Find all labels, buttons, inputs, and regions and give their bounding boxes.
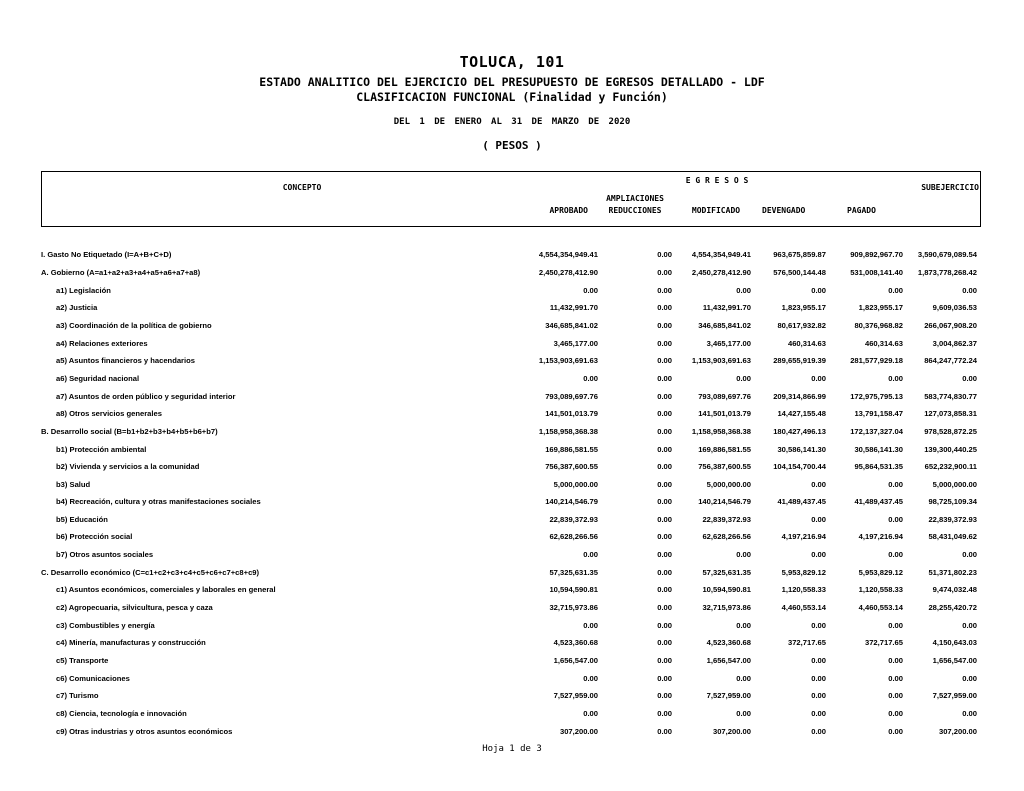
cell-modificado: 62,628,266.56 (702, 532, 751, 541)
cell-modificado: 11,432,991.70 (702, 303, 751, 312)
cell-ampliaciones-reducciones: 0.00 (657, 709, 672, 718)
cell-modificado: 57,325,631.35 (702, 568, 751, 577)
cell-devengado: 0.00 (811, 374, 826, 383)
row-concept: c7) Turismo (56, 691, 99, 700)
cell-aprobado: 140,214,546.79 (545, 497, 598, 506)
cell-devengado: 4,197,216.94 (781, 532, 826, 541)
cell-subejercicio: 7,527,959.00 (932, 691, 977, 700)
table-row (0, 460, 1024, 474)
cell-modificado: 140,214,546.79 (698, 497, 751, 506)
cell-ampliaciones-reducciones: 0.00 (657, 603, 672, 612)
cell-devengado: 963,675,859.87 (773, 250, 826, 259)
table-row (0, 689, 1024, 703)
cell-pagado: 0.00 (888, 727, 903, 736)
table-row (0, 284, 1024, 298)
report-title: TOLUCA, 101 (459, 53, 565, 71)
cell-ampliaciones-reducciones: 0.00 (657, 267, 672, 277)
row-concept: a4) Relaciones exteriores (56, 339, 148, 348)
row-concept: a5) Asuntos financieros y hacendarios (56, 356, 195, 365)
page-footer: Hoja 1 de 3 (482, 744, 542, 754)
cell-aprobado: 307,200.00 (559, 727, 598, 736)
cell-pagado: 4,197,216.94 (858, 532, 903, 541)
cell-devengado: 0.00 (811, 479, 826, 489)
cell-pagado: 172,137,327.04 (850, 427, 903, 436)
cell-devengado: 0.00 (811, 674, 826, 683)
cell-aprobado: 346,685,841.02 (545, 321, 598, 330)
col-modificado: MODIFICADO (691, 206, 741, 215)
cell-aprobado: 0.00 (583, 285, 598, 295)
table-row (0, 425, 1024, 439)
cell-subejercicio: 51,371,802.23 (928, 568, 977, 577)
cell-subejercicio: 9,609,036.53 (932, 303, 977, 312)
cell-pagado: 80,376,968.82 (854, 321, 903, 330)
cell-subejercicio: 266,067,908.20 (924, 321, 977, 330)
cell-ampliaciones-reducciones: 0.00 (657, 674, 672, 683)
cell-modificado: 5,000,000.00 (706, 479, 751, 489)
cell-pagado: 460,314.63 (864, 339, 903, 348)
row-concept: a1) Legislación (56, 285, 111, 295)
cell-pagado: 0.00 (888, 656, 903, 665)
cell-devengado: 5,953,829.12 (781, 568, 826, 577)
cell-aprobado: 1,656,547.00 (553, 656, 598, 665)
cell-pagado: 4,460,553.14 (858, 603, 903, 612)
cell-ampliaciones-reducciones: 0.00 (657, 585, 672, 594)
cell-devengado: 460,314.63 (787, 339, 826, 348)
cell-subejercicio: 98,725,109.34 (928, 497, 977, 506)
cell-pagado: 531,008,141.40 (850, 267, 903, 277)
cell-modificado: 2,450,278,412.90 (691, 267, 751, 277)
row-concept: b4) Recreación, cultura y otras manifestaciones sociales (56, 497, 261, 506)
cell-aprobado: 0.00 (583, 709, 598, 718)
row-concept: a7) Asuntos de orden público y seguridad interior (56, 392, 236, 401)
cell-aprobado: 1,158,958,368.38 (538, 427, 598, 436)
report-units: ( PESOS ) (482, 139, 542, 152)
cell-devengado: 0.00 (811, 285, 826, 295)
cell-subejercicio: 9,474,032.48 (932, 585, 977, 594)
cell-pagado: 0.00 (888, 515, 903, 524)
cell-ampliaciones-reducciones: 0.00 (657, 303, 672, 312)
row-concept: a3) Coordinación de la política de gobierno (56, 321, 212, 330)
cell-modificado: 1,656,547.00 (706, 656, 751, 665)
cell-subejercicio: 0.00 (962, 709, 977, 718)
cell-devengado: 1,823,955.17 (781, 303, 826, 312)
col-egresos: E G R E S O S (685, 176, 749, 185)
cell-aprobado: 0.00 (583, 674, 598, 683)
col-subejercicio: SUBEJERCICIO (921, 183, 979, 192)
cell-devengado: 4,460,553.14 (781, 603, 826, 612)
cell-devengado: 14,427,155.48 (777, 409, 826, 418)
cell-devengado: 104,154,700.44 (773, 462, 826, 471)
cell-subejercicio: 3,590,679,089.54 (917, 250, 977, 259)
cell-subejercicio: 58,431,049.62 (928, 532, 977, 541)
cell-ampliaciones-reducciones: 0.00 (657, 515, 672, 524)
cell-subejercicio: 652,232,900.11 (924, 462, 977, 471)
cell-pagado: 0.00 (888, 285, 903, 295)
cell-pagado: 0.00 (888, 709, 903, 718)
table-row (0, 636, 1024, 650)
cell-devengado: 80,617,932.82 (777, 321, 826, 330)
table-row (0, 478, 1024, 492)
cell-ampliaciones-reducciones: 0.00 (657, 374, 672, 383)
cell-ampliaciones-reducciones: 0.00 (657, 621, 672, 630)
cell-subejercicio: 1,656,547.00 (932, 656, 977, 665)
cell-aprobado: 3,465,177.00 (553, 339, 598, 348)
row-concept: b3) Salud (56, 479, 91, 489)
cell-subejercicio: 978,528,872.25 (924, 427, 977, 436)
cell-aprobado: 22,839,372.93 (549, 515, 598, 524)
table-row (0, 654, 1024, 668)
table-row (0, 354, 1024, 368)
table-row (0, 301, 1024, 315)
table-row (0, 513, 1024, 527)
cell-modificado: 10,594,590.81 (702, 585, 751, 594)
cell-ampliaciones-reducciones: 0.00 (657, 409, 672, 418)
cell-ampliaciones-reducciones: 0.00 (657, 285, 672, 295)
cell-ampliaciones-reducciones: 0.00 (657, 339, 672, 348)
report-period: DEL 1 DE ENERO AL 31 DE MARZO DE 2020 (393, 117, 631, 127)
cell-ampliaciones-reducciones: 0.00 (657, 568, 672, 577)
table-row (0, 266, 1024, 280)
cell-aprobado: 7,527,959.00 (553, 691, 598, 700)
cell-subejercicio: 3,004,862.37 (932, 339, 977, 348)
cell-ampliaciones-reducciones: 0.00 (657, 392, 672, 401)
cell-aprobado: 4,523,360.68 (553, 638, 598, 647)
table-row (0, 390, 1024, 404)
cell-modificado: 169,886,581.55 (698, 444, 751, 454)
cell-ampliaciones-reducciones: 0.00 (657, 462, 672, 471)
cell-modificado: 0.00 (736, 709, 751, 718)
cell-aprobado: 756,387,600.55 (545, 462, 598, 471)
cell-ampliaciones-reducciones: 0.00 (657, 497, 672, 506)
cell-ampliaciones-reducciones: 0.00 (657, 444, 672, 454)
cell-devengado: 576,500,144.48 (773, 267, 826, 277)
cell-modificado: 307,200.00 (712, 727, 751, 736)
cell-ampliaciones-reducciones: 0.00 (657, 727, 672, 736)
cell-ampliaciones-reducciones: 0.00 (657, 356, 672, 365)
col-ampliaciones: AMPLIACIONES (606, 194, 664, 203)
cell-pagado: 0.00 (888, 479, 903, 489)
row-concept: b2) Vivienda y servicios a la comunidad (56, 462, 200, 471)
cell-modificado: 0.00 (736, 674, 751, 683)
cell-devengado: 0.00 (811, 656, 826, 665)
cell-modificado: 0.00 (736, 285, 751, 295)
row-concept: c8) Ciencia, tecnología e innovación (56, 709, 187, 718)
cell-pagado: 0.00 (888, 550, 903, 559)
cell-pagado: 1,120,558.33 (858, 585, 903, 594)
cell-ampliaciones-reducciones: 0.00 (657, 479, 672, 489)
cell-aprobado: 1,153,903,691.63 (538, 356, 598, 365)
cell-devengado: 0.00 (811, 621, 826, 630)
row-concept: b6) Protección social (56, 532, 133, 541)
cell-devengado: 0.00 (811, 691, 826, 700)
row-concept: c1) Asuntos económicos, comerciales y laborales en general (56, 585, 276, 594)
cell-devengado: 0.00 (811, 515, 826, 524)
cell-subejercicio: 28,255,420.72 (928, 603, 977, 612)
cell-modificado: 22,839,372.93 (702, 515, 751, 524)
cell-modificado: 0.00 (736, 621, 751, 630)
table-row (0, 443, 1024, 457)
table-row (0, 495, 1024, 509)
cell-modificado: 0.00 (736, 550, 751, 559)
cell-aprobado: 2,450,278,412.90 (538, 267, 598, 277)
row-concept: a2) Justicia (56, 303, 98, 312)
table-row (0, 619, 1024, 633)
cell-subejercicio: 583,774,830.77 (924, 392, 977, 401)
cell-aprobado: 32,715,973.86 (549, 603, 598, 612)
col-concepto: CONCEPTO (282, 183, 322, 192)
row-concept: a8) Otros servicios generales (56, 409, 162, 418)
cell-subejercicio: 139,300,440.25 (924, 444, 977, 454)
table-row (0, 530, 1024, 544)
cell-ampliaciones-reducciones: 0.00 (657, 427, 672, 436)
cell-devengado: 180,427,496.13 (773, 427, 826, 436)
cell-devengado: 41,489,437.45 (777, 497, 826, 506)
row-concept: c6) Comunicaciones (56, 674, 130, 683)
cell-aprobado: 0.00 (583, 374, 598, 383)
cell-devengado: 1,120,558.33 (781, 585, 826, 594)
cell-pagado: 1,823,955.17 (858, 303, 903, 312)
cell-aprobado: 5,000,000.00 (553, 479, 598, 489)
cell-subejercicio: 0.00 (962, 621, 977, 630)
cell-devengado: 0.00 (811, 727, 826, 736)
cell-subejercicio: 0.00 (962, 550, 977, 559)
cell-modificado: 32,715,973.86 (702, 603, 751, 612)
col-aprobado: APROBADO (549, 206, 588, 215)
cell-aprobado: 0.00 (583, 550, 598, 559)
row-concept: A. Gobierno (A=a1+a2+a3+a4+a5+a6+a7+a8) (41, 267, 201, 277)
table-row (0, 319, 1024, 333)
cell-devengado: 289,655,919.39 (773, 356, 826, 365)
cell-subejercicio: 864,247,772.24 (924, 356, 977, 365)
cell-subejercicio: 307,200.00 (938, 727, 977, 736)
cell-ampliaciones-reducciones: 0.00 (657, 532, 672, 541)
cell-modificado: 4,554,354,949.41 (691, 250, 751, 259)
table-row (0, 583, 1024, 597)
table-row (0, 725, 1024, 739)
cell-pagado: 0.00 (888, 674, 903, 683)
row-concept: c4) Minería, manufacturas y construcción (56, 638, 206, 647)
cell-modificado: 346,685,841.02 (698, 321, 751, 330)
cell-aprobado: 169,886,581.55 (545, 444, 598, 454)
cell-devengado: 30,586,141.30 (777, 444, 826, 454)
cell-subejercicio: 5,000,000.00 (932, 479, 977, 489)
row-concept: a6) Seguridad nacional (56, 374, 140, 383)
col-devengado: DEVENGADO (762, 206, 806, 215)
cell-subejercicio: 4,150,643.03 (932, 638, 977, 647)
table-row (0, 707, 1024, 721)
cell-aprobado: 0.00 (583, 621, 598, 630)
cell-aprobado: 4,554,354,949.41 (538, 250, 598, 259)
cell-subejercicio: 0.00 (962, 674, 977, 683)
row-concept: c5) Transporte (56, 656, 109, 665)
cell-pagado: 95,864,531.35 (854, 462, 903, 471)
cell-pagado: 372,717.65 (864, 638, 903, 647)
cell-devengado: 0.00 (811, 550, 826, 559)
cell-aprobado: 11,432,991.70 (549, 303, 598, 312)
cell-devengado: 0.00 (811, 709, 826, 718)
cell-modificado: 793,089,697.76 (698, 392, 751, 401)
cell-modificado: 7,527,959.00 (706, 691, 751, 700)
table-row (0, 372, 1024, 386)
cell-subejercicio: 127,073,858.31 (924, 409, 977, 418)
col-reducciones: REDUCCIONES (608, 206, 662, 215)
row-concept: c9) Otras industrias y otros asuntos económicos (56, 727, 233, 736)
row-concept: b7) Otros asuntos sociales (56, 550, 154, 559)
cell-modificado: 1,153,903,691.63 (691, 356, 751, 365)
row-concept: C. Desarrollo económico (C=c1+c2+c3+c4+c5+c6+c7+c8+c9) (41, 568, 260, 577)
cell-pagado: 41,489,437.45 (854, 497, 903, 506)
cell-pagado: 5,953,829.12 (858, 568, 903, 577)
table-row (0, 601, 1024, 615)
cell-pagado: 281,577,929.18 (850, 356, 903, 365)
cell-modificado: 4,523,360.68 (706, 638, 751, 647)
table-row (0, 672, 1024, 686)
cell-ampliaciones-reducciones: 0.00 (657, 638, 672, 647)
cell-modificado: 1,158,958,368.38 (691, 427, 751, 436)
cell-aprobado: 793,089,697.76 (545, 392, 598, 401)
cell-subejercicio: 22,839,372.93 (928, 515, 977, 524)
cell-ampliaciones-reducciones: 0.00 (657, 321, 672, 330)
cell-pagado: 0.00 (888, 374, 903, 383)
table-row (0, 566, 1024, 580)
row-concept: c2) Agropecuaria, silvicultura, pesca y caza (56, 603, 213, 612)
row-concept: B. Desarrollo social (B=b1+b2+b3+b4+b5+b6+b7) (41, 427, 218, 436)
report-subtitle: ESTADO ANALITICO DEL EJERCICIO DEL PRESUPUESTO DE EGRESOS DETALLADO - LDF (259, 75, 765, 89)
cell-modificado: 3,465,177.00 (706, 339, 751, 348)
cell-devengado: 209,314,866.99 (773, 392, 826, 401)
cell-pagado: 0.00 (888, 621, 903, 630)
row-concept: b5) Educación (56, 515, 108, 524)
cell-ampliaciones-reducciones: 0.00 (657, 656, 672, 665)
cell-pagado: 0.00 (888, 691, 903, 700)
cell-pagado: 172,975,795.13 (850, 392, 903, 401)
cell-subejercicio: 1,873,778,268.42 (917, 267, 977, 277)
row-concept: c3) Combustibles y energía (56, 621, 155, 630)
row-concept: b1) Protección ambiental (56, 444, 147, 454)
cell-modificado: 756,387,600.55 (698, 462, 751, 471)
table-row (0, 548, 1024, 562)
cell-ampliaciones-reducciones: 0.00 (657, 250, 672, 259)
cell-ampliaciones-reducciones: 0.00 (657, 691, 672, 700)
col-pagado: PAGADO (847, 206, 876, 215)
cell-subejercicio: 0.00 (962, 285, 977, 295)
cell-devengado: 372,717.65 (787, 638, 826, 647)
cell-modificado: 141,501,013.79 (698, 409, 751, 418)
cell-aprobado: 141,501,013.79 (545, 409, 598, 418)
table-row (0, 337, 1024, 351)
cell-aprobado: 62,628,266.56 (549, 532, 598, 541)
table-header (41, 171, 981, 227)
cell-pagado: 909,892,967.70 (850, 250, 903, 259)
cell-modificado: 0.00 (736, 374, 751, 383)
cell-aprobado: 10,594,590.81 (549, 585, 598, 594)
table-row (0, 407, 1024, 421)
table-row (0, 248, 1024, 262)
cell-pagado: 13,791,158.47 (854, 409, 903, 418)
cell-subejercicio: 0.00 (962, 374, 977, 383)
report-classification: CLASIFICACION FUNCIONAL (Finalidad y Función) (356, 90, 668, 104)
cell-aprobado: 57,325,631.35 (549, 568, 598, 577)
cell-ampliaciones-reducciones: 0.00 (657, 550, 672, 559)
row-concept: I. Gasto No Etiquetado (I=A+B+C+D) (41, 250, 172, 259)
cell-pagado: 30,586,141.30 (854, 444, 903, 454)
